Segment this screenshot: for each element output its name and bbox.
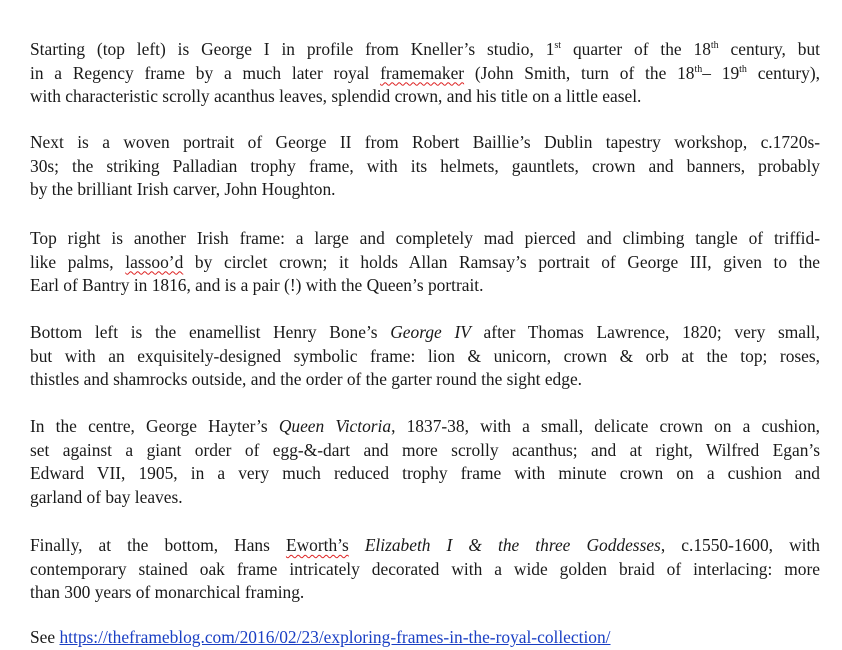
superscript: th xyxy=(710,40,719,51)
paragraph-george-i xyxy=(30,38,820,109)
superscript: st xyxy=(554,40,562,51)
text-line: Earl of Bantry in 1816, and is a pair (!) with the Queen’s portrait. xyxy=(30,275,484,296)
text-run: (John Smith, turn of the 18 xyxy=(464,62,695,83)
text-run xyxy=(349,535,365,555)
italic-title: Queen Victoria xyxy=(278,416,392,436)
text-run: century), xyxy=(746,62,820,83)
paragraph-victoria-edward xyxy=(30,415,820,509)
link-prefix: See xyxy=(30,627,60,647)
source-link[interactable]: https://theframeblog.com/2016/02/23/exploring-frames-in-the-royal-collection/ xyxy=(59,627,611,647)
text-line: by the brilliant Irish carver, John Houghton. xyxy=(30,179,336,200)
text-run: Bottom left is the enamellist Henry Bone’s xyxy=(30,322,391,342)
text-run: by circlet crown; it holds Allan Ramsay’s portrait of George III, given to the xyxy=(183,251,820,272)
text-line xyxy=(30,38,820,62)
misspelled-word[interactable]: lassoo’d xyxy=(125,251,184,272)
text-line xyxy=(30,251,820,275)
paragraph-elizabeth-i xyxy=(30,534,820,605)
text-line xyxy=(30,321,820,345)
text-run: after Thomas Lawrence, 1820; very small, xyxy=(470,322,820,342)
text-line: set against a giant order of egg-&-dart and more scrolly acanthus; and at right, Wilfred Egan’s xyxy=(30,439,820,460)
text-run: Finally, at the bottom, Hans xyxy=(30,535,286,555)
text-line: than 300 years of monarchical framing. xyxy=(30,582,305,603)
text-line: but with an exquisitely-designed symbolic frame: lion & unicorn, crown & orb at the top; roses, xyxy=(30,345,820,366)
text-line: contemporary stained oak frame intricately decorated with a wide golden braid of interlacing: more xyxy=(30,558,820,579)
text-run: In the centre, George Hayter’s xyxy=(30,416,279,436)
text-line xyxy=(30,415,820,439)
misspelled-word[interactable]: framemaker xyxy=(380,62,465,83)
text-run: quarter of the 18 xyxy=(561,39,711,59)
paragraph-george-iv xyxy=(30,321,820,392)
italic-title: George IV xyxy=(390,322,471,342)
text-line: Next is a woven portrait of George II from Robert Baillie’s Dublin tapestry workshop, c.1720s- xyxy=(30,132,820,152)
text-run: Starting (top left) is George I in profile from Kneller’s studio, 1 xyxy=(30,39,555,59)
text-line: thistles and shamrocks outside, and the order of the garter round the sight edge. xyxy=(30,369,583,390)
text-line xyxy=(30,62,820,86)
misspelled-word[interactable]: Eworth’s xyxy=(285,535,349,555)
text-run: – 19 xyxy=(702,62,740,83)
text-line: Edward VII, 1905, in a very much reduced trophy frame with minute crown on a cushion and xyxy=(30,463,820,484)
text-run: like palms, xyxy=(30,251,126,272)
text-run: , 1837-38, with a small, delicate crown on a cushion, xyxy=(391,416,821,436)
text-line: Top right is another Irish frame: a large and completely mad pierced and climbing tangle of triffid- xyxy=(30,228,820,248)
paragraph-george-iii xyxy=(30,227,820,298)
paragraph-george-ii xyxy=(30,131,820,202)
source-link-line xyxy=(30,626,611,650)
text-line: garland of bay leaves. xyxy=(30,486,183,507)
superscript: th xyxy=(739,63,747,75)
text-line xyxy=(30,534,820,558)
italic-title: Elizabeth I & the three Goddesses xyxy=(364,535,661,555)
text-line: with characteristic scrolly acanthus leaves, splendid crown, and his title on a little easel. xyxy=(30,86,642,107)
text-run: , c.1550-1600, with xyxy=(660,535,820,555)
superscript: th xyxy=(694,63,703,75)
text-line: 30s; the striking Palladian trophy frame, with its helmets, gauntlets, crown and banners, probably xyxy=(30,155,820,176)
text-run: century, but xyxy=(718,39,820,59)
text-run: in a Regency frame by a much later royal xyxy=(30,62,381,83)
